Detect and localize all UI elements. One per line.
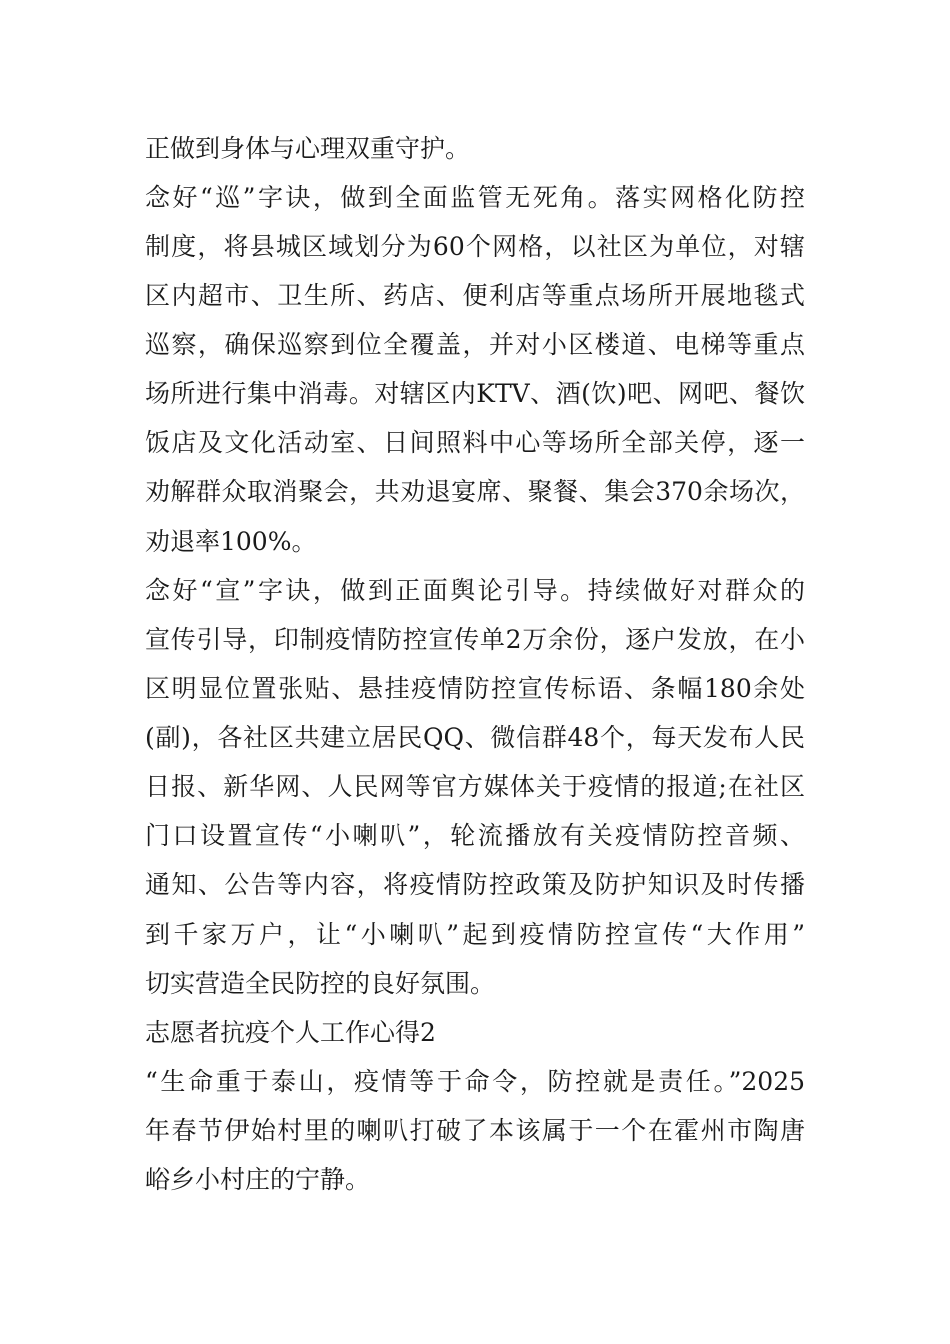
text-line-12: 区明显位置张贴、悬挂疫情防控宣传标语、条幅180余处 — [145, 674, 805, 703]
text-line-18: 切实营造全民防控的良好氛围。 — [145, 969, 496, 998]
text-line-8: 劝解群众取消聚会，共劝退宴席、聚餐、集会370余场次， — [145, 477, 805, 506]
text-line-1: 正做到身体与心理双重守护。 — [145, 134, 471, 163]
text-line-20: “生命重于泰山，疫情等于命令，防控就是责任。”2025 — [145, 1067, 805, 1096]
text-line-2: 念好“巡”字诀，做到全面监管无死角。落实网格化防控 — [145, 183, 805, 212]
text-line-7: 饭店及文化活动室、日间照料中心等场所全部关停，逐一 — [145, 428, 805, 457]
text-line-6: 场所进行集中消毒。对辖区内KTV、酒(饮)吧、网吧、餐饮 — [145, 379, 805, 408]
text-line-16: 通知、公告等内容，将疫情防控政策及防护知识及时传播 — [145, 870, 805, 899]
text-line-11: 宣传引导，印制疫情防控宣传单2万余份，逐户发放，在小 — [145, 625, 805, 654]
text-line-22: 峪乡小村庄的宁静。 — [145, 1165, 371, 1194]
text-line-9: 劝退率100%。 — [145, 527, 317, 556]
text-line-17: 到千家万户，让“小喇叭”起到疫情防控宣传“大作用” — [145, 920, 805, 949]
text-line-4: 区内超市、卫生所、药店、便利店等重点场所开展地毯式 — [145, 281, 805, 310]
text-line-5: 巡察，确保巡察到位全覆盖，并对小区楼道、电梯等重点 — [145, 330, 805, 359]
text-line-3: 制度，将县城区域划分为60个网格，以社区为单位，对辖 — [145, 232, 805, 261]
text-line-21: 年春节伊始村里的喇叭打破了本该属于一个在霍州市陶唐 — [145, 1116, 805, 1145]
text-line-13: (副)，各社区共建立居民QQ、微信群48个，每天发布人民 — [145, 723, 805, 752]
section-heading: 志愿者抗疫个人工作心得2 — [145, 1018, 436, 1047]
text-line-10: 念好“宣”字诀，做到正面舆论引导。持续做好对群众的 — [145, 576, 805, 605]
text-line-15: 门口设置宣传“小喇叭”，轮流播放有关疫情防控音频、 — [145, 821, 805, 850]
text-line-14: 日报、新华网、人民网等官方媒体关于疫情的报道;在社区 — [145, 772, 805, 801]
